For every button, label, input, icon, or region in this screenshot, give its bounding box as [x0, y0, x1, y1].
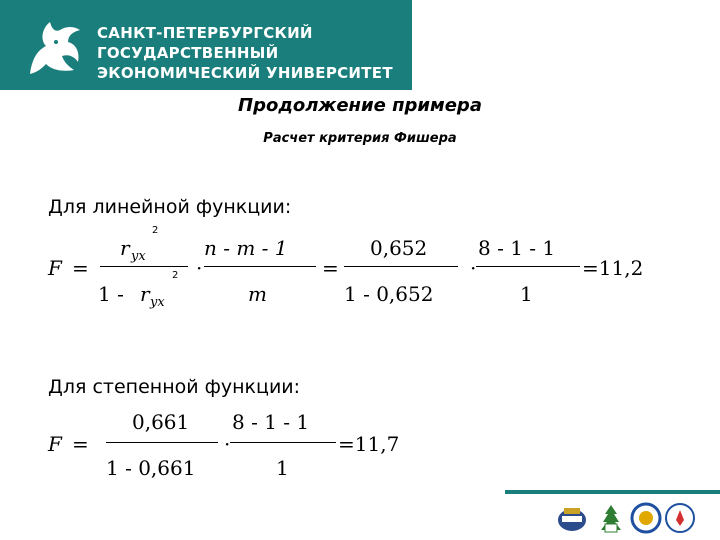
equals-sign: = [72, 432, 89, 456]
fraction-bar [100, 266, 188, 267]
degrees-numerator-value: 8 - 1 - 1 [232, 410, 310, 434]
griffin-logo-icon [22, 14, 88, 80]
multiply-dot: · [196, 256, 203, 280]
fraction-bar [230, 442, 336, 443]
university-name-line-1: САНКТ-ПЕТЕРБУРГСКИЙ [97, 24, 313, 42]
fraction-bar [344, 266, 458, 267]
degrees-denominator-value: 1 [520, 282, 533, 306]
subscript-yx: yx [131, 249, 146, 264]
university-name-line-2: ГОСУДАРСТВЕННЫЙ [97, 44, 279, 62]
r-squared-value: 0,661 [132, 410, 190, 434]
degrees-numerator-value: 8 - 1 - 1 [478, 236, 556, 260]
university-name-line-3: ЭКОНОМИЧЕСКИЙ УНИВЕРСИТЕТ [97, 64, 393, 82]
power-result: =11,7 [338, 432, 400, 456]
multiply-dot: · [470, 256, 477, 280]
one-minus: 1 - [98, 282, 124, 306]
equals-sign: = [322, 256, 339, 280]
one-minus-value: 1 - 0,652 [344, 282, 434, 306]
formula-symbol: F [48, 256, 62, 280]
equals-sign: = [72, 256, 89, 280]
fraction-bar [476, 266, 580, 267]
slide-subtitle: Расчет критерия Фишера [263, 131, 457, 146]
denominator-r: r [140, 282, 150, 306]
degrees-numerator: n - m - 1 [204, 236, 288, 260]
power-function-label: Для степенной функции: [48, 376, 301, 398]
r-squared-value: 0,652 [370, 236, 428, 260]
emblem-icon [595, 502, 627, 534]
emblem-icon [556, 502, 588, 534]
one-minus-value: 1 - 0,661 [106, 456, 196, 480]
linear-function-label: Для линейной функции: [48, 196, 292, 218]
numerator-r: r [120, 236, 130, 260]
exponent: 2 [172, 270, 179, 281]
formula-symbol: F [48, 432, 62, 456]
degrees-denominator: m [248, 282, 267, 306]
emblem-icon [664, 502, 696, 534]
slide-title: Продолжение примера [238, 95, 482, 116]
fraction-bar [204, 266, 316, 267]
subscript-yx: yx [150, 295, 165, 310]
degrees-denominator-value: 1 [276, 456, 289, 480]
exponent: 2 [152, 225, 159, 236]
emblem-icon [630, 502, 662, 534]
linear-result: =11,2 [582, 256, 644, 280]
footer-accent-line [505, 490, 720, 494]
fraction-bar [106, 442, 218, 443]
multiply-dot: · [224, 432, 231, 456]
university-header [0, 0, 412, 90]
